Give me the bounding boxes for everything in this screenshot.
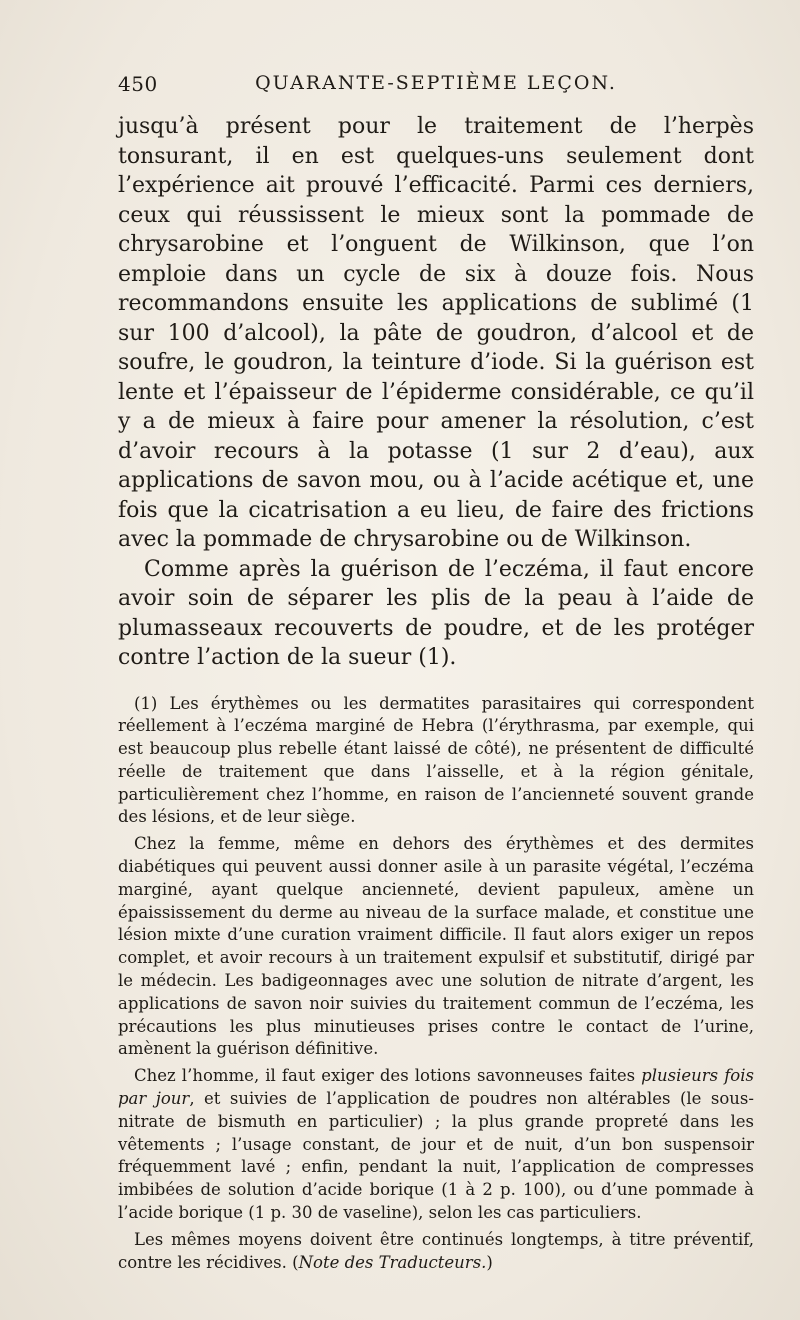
footnote-paragraph: Chez la femme, même en dehors des érythèmes et des dermites diabétiques qui peuvent aussi donner asile à un parasite végétal, l’eczéma marginé, ayant quelque ancienneté, devient papuleux, amène un épaississement du derme au niveau de la surface malade, et constitue une lésion mixte d’une curation vraiment difficile. Il faut alors exiger un repos complet, et avoir recours à un traitement expulsif et substitutif, dirigé par le médecin. Les badigeonnages avec une solution de nitrate d’argent, les applications de savon noir suivies du traitement commun de l’eczéma, les précautions les plus minutieuses prises contre le contact de l’urine, amènent la guérison définitive. — [118, 834, 754, 1059]
footnote-emphasis: Note des Traducteurs. — [298, 1252, 487, 1272]
running-head: QUARANTE-SEPTIÈME LEÇON. — [255, 72, 617, 94]
footnote-emphasis: plusieurs fois par jour — [118, 1066, 754, 1109]
main-paragraph: jusqu’à présent pour le traitement de l’herpès tonsurant, il en est quelques-uns seulement dont l’expérience ait prouvé l’efficacité. Parmi ces derniers, ceux qui réussissent le mieux sont la pommade de chrysarobine et l’onguent de Wilkinson, que l’on emploie dans un cycle de six à douze fois. Nous recommandons ensuite les applications de sublimé (1 sur 100 d’alcool), la pâte de goudron, d’alcool et de soufre, le goudron, la teinture d’iode. Si la guérison est lente et l’épaisseur de l’épiderme considérable, ce qu’il y a de mieux à faire pour amener la résolution, c’est d’avoir recours à la potasse (1 sur 2 d’eau), aux applications de savon mou, ou à l’acide acétique et, une fois que la cicatrisation a eu lieu, de faire des frictions avec la pommade de chrysarobine ou de Wilkinson. — [118, 114, 754, 552]
page-header — [118, 72, 754, 100]
page-number: 450 — [118, 72, 158, 96]
footnote-text: , et suivies de l’application de poudres non altérables (le sous-nitrate de bismuth en particulier) ; la plus grande propreté dans les vêtements ; l’usage constant, de jour et de nuit, d’un bon suspensoir fréquemment lavé ; enfin, pendant la nuit, l’application de compresses imbibées de solution d’acide borique (1 à 2 p. 100), ou d’une pommade à l’acide borique (1 p. 30 de vaseline), selon les cas particuliers. — [118, 1089, 754, 1223]
body-text — [118, 112, 754, 1274]
footnote-paragraph — [118, 1229, 754, 1275]
main-paragraph: Comme après la guérison de l’eczéma, il faut encore avoir soin de séparer les plis de la peau à l’aide de plumasseaux recouverts de poudre, et de les protéger contre l’action de la sueur (1). — [118, 556, 754, 670]
footnote-paragraph: (1) Les érythèmes ou les dermatites parasitaires qui correspondent réellement à l’eczéma marginé de Hebra (l’érythrasma, par exemple, qui est beaucoup plus rebelle étant laissé de côté), ne présentent de difficulté réelle de traitement que dans l’aisselle, et à la région génitale, particulièrement chez l’homme, en raison de l’ancienneté souvent grande des lésions, et de leur siège. — [118, 693, 754, 827]
main-text — [118, 112, 754, 673]
footnote-paragraph — [118, 1065, 754, 1225]
footnote — [118, 693, 754, 1275]
footnote-text: Chez l’homme, il faut exiger des lotions savonneuses faites — [134, 1066, 642, 1086]
footnote-text: ) — [486, 1252, 493, 1272]
footnote-text: Les mêmes moyens doivent être continués longtemps, à titre préventif, contre les récidives. ( — [118, 1229, 754, 1272]
